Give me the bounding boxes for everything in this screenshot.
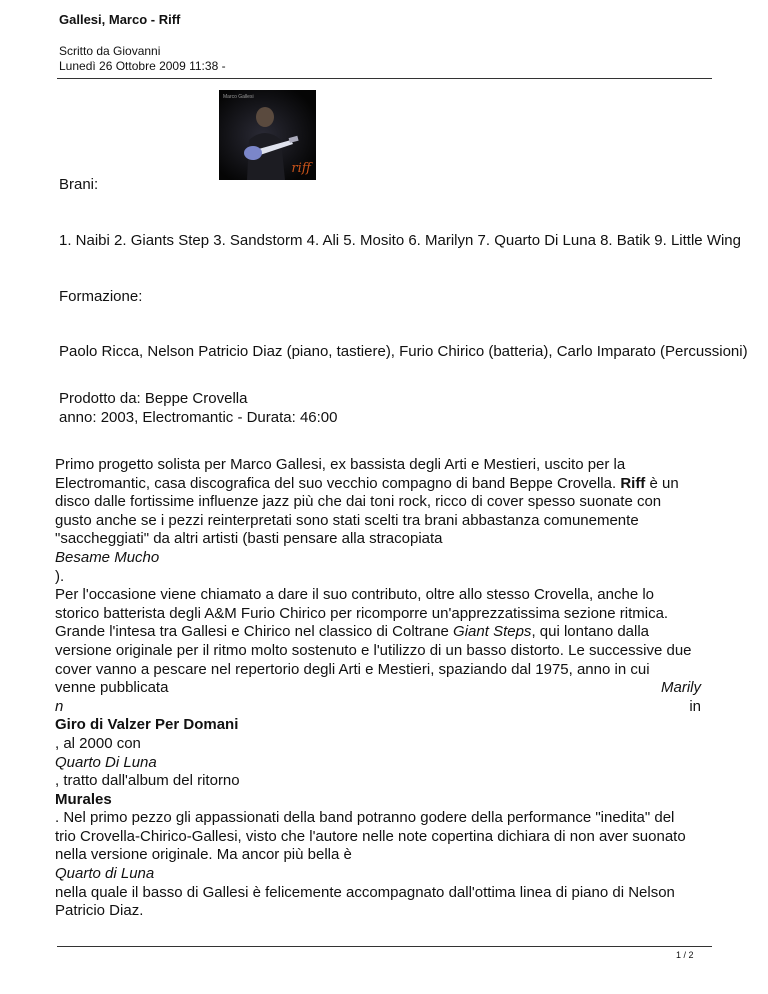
article-line: cover vanno a pescare nel repertorio degli Arti e Mestieri, spaziando dal 1975, anno in cui bbox=[55, 660, 650, 678]
author-line: Scritto da Giovanni bbox=[59, 44, 161, 58]
article-line: Primo progetto solista per Marco Gallesi, ex bassista degli Arti e Mestieri, uscito per la bbox=[55, 456, 626, 473]
article-line: venne pubblicata Marily bbox=[55, 679, 701, 697]
review-article bbox=[55, 456, 715, 921]
article-line: Murales bbox=[55, 790, 112, 808]
article-line: Electromantic, casa discografica del suo vecchio compagno di band Beppe Crovella. Riff è un bbox=[55, 474, 679, 492]
page-title: Gallesi, Marco - Riff bbox=[59, 12, 181, 27]
article-line: nella versione originale. Ma ancor più bella è bbox=[55, 846, 352, 864]
album-title-bold: Riff bbox=[620, 474, 646, 492]
article-line: nella quale il basso di Gallesi è felicemente accompagnato dall'ottima linea di piano di Nelson bbox=[55, 883, 675, 901]
formazione-label: Formazione: bbox=[59, 288, 143, 305]
brani-label: Brani: bbox=[59, 176, 99, 193]
cover-artist-text: Marco Gallesi bbox=[223, 94, 254, 100]
footer-divider bbox=[57, 946, 712, 947]
article-line: disco dalle fortissime influenze jazz più che dai toni rock, ricco di cover spesso suonate con bbox=[55, 493, 662, 511]
article-line: Per l'occasione viene chiamato a dare il suo contributo, oltre allo stesso Crovella, anche lo bbox=[55, 586, 655, 604]
article-line: Besame Mucho bbox=[55, 548, 160, 566]
date-line: Lunedì 26 Ottobre 2009 11:38 - bbox=[59, 59, 226, 73]
article-line: trio Crovella-Chirico-Gallesi, visto che l'autore nelle note copertina dichiara di non aver suonato bbox=[55, 827, 686, 845]
article-line: ). bbox=[55, 567, 65, 585]
header-divider bbox=[57, 78, 712, 79]
article-line: Patricio Diaz. bbox=[55, 902, 144, 920]
article-line: Giro di Valzer Per Domani bbox=[55, 716, 239, 734]
cover-title-text: riff bbox=[291, 161, 311, 176]
article-line: Grande l'intesa tra Gallesi e Chirico nel classico di Coltrane Giant Steps, qui lontano dalla bbox=[55, 623, 650, 641]
lineup: Paolo Ricca, Nelson Patricio Diaz (piano, tastiere), Furio Chirico (batteria), Carlo Imparato (Percussioni) bbox=[59, 343, 748, 360]
article-line: . Nel primo pezzo gli appassionati della band potranno godere della performance "inedita" del bbox=[55, 809, 675, 827]
article-line: , al 2000 con bbox=[55, 734, 141, 752]
article-line: gusto anche se i pezzi reinterpretati sono stati scelti tra brani abbastanza comunemente bbox=[55, 511, 639, 529]
article-line: storico batterista degli A&M Furio Chirico per ricomporre un'apprezzatissima sezione ritmica. bbox=[55, 604, 669, 622]
article-line: , tratto dall'album del ritorno bbox=[55, 772, 240, 790]
tracklist: 1. Naibi 2. Giants Step 3. Sandstorm 4. Ali 5. Mosito 6. Marilyn 7. Quarto Di Luna 8. Batik 9. Little Wing bbox=[59, 232, 741, 249]
article-line: Quarto Di Luna bbox=[55, 753, 157, 771]
article-line: Quarto di Luna bbox=[55, 865, 155, 883]
year-label-line: anno: 2003, Electromantic - Durata: 46:00 bbox=[59, 409, 338, 426]
article-line: "saccheggiati" da altri artisti (basti pensare alla stracopiata bbox=[55, 530, 443, 548]
album-cover-image bbox=[219, 90, 316, 180]
page-number: 1 / 2 bbox=[676, 950, 694, 960]
article-line: versione originale per il ritmo molto sostenuto e l'utilizzo di un basso distorto. Le successive due bbox=[55, 641, 692, 659]
producer-line: Prodotto da: Beppe Crovella bbox=[59, 390, 248, 407]
article-line: n in bbox=[55, 697, 701, 715]
